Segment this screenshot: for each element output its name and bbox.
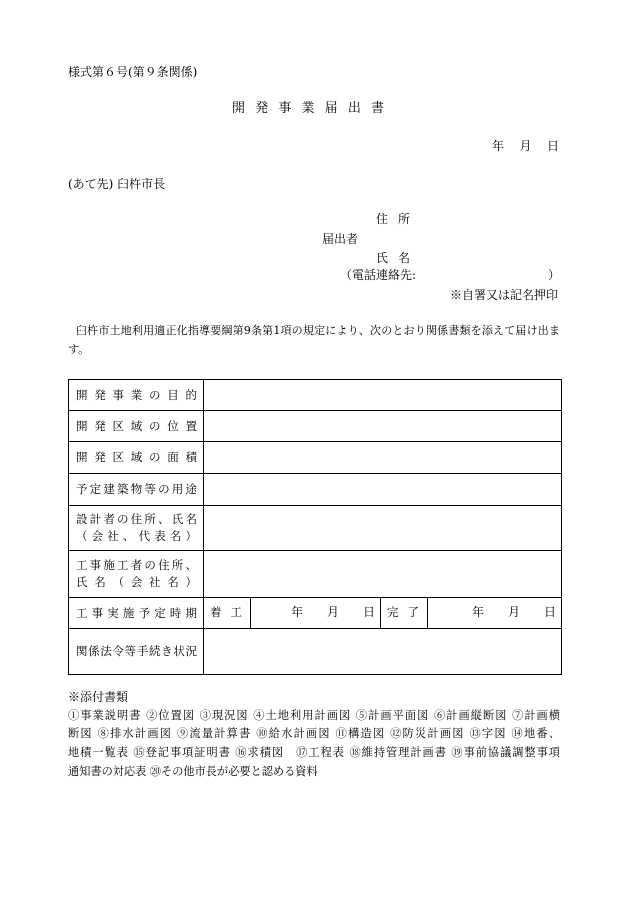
label-cell-purpose (69, 380, 204, 411)
attachments-line-4: 通知書の対応表 ⑳その他市長が必要と認める資料 (68, 765, 318, 778)
table-row-purpose (69, 380, 562, 411)
label-schedule: 工事実施予定時期 (76, 605, 197, 620)
start-date: 年 月 日 (251, 598, 381, 629)
start-label-cell (204, 598, 251, 629)
value-cell-contractor (204, 551, 562, 598)
end-label: 完了 (387, 605, 419, 620)
label-cell-designer (69, 506, 204, 551)
table-row-location (69, 411, 562, 442)
label-legal-status: 関係法令等手続き状況 (76, 644, 197, 658)
label-cell-location (69, 411, 204, 442)
attachments-line-1: ①事業説明書 ②位置図 ③現況図 ④土地利用計画図 ⑤計画平面図 ⑥計画縦断図 ⑦計画横 (68, 709, 560, 722)
form-number: 様式第６号(第９条関係) (68, 65, 198, 79)
table-row-legal-status (69, 629, 562, 675)
label-building-use: 予定建築物等の用途 (76, 482, 197, 496)
attachments-line-2: 断図 ⑧排水計画図 ⑨流量計算書 ⑩給水計画図 ⑪構造図 ⑫防災計画図 ⑬字図 ⑭地番、 (68, 727, 560, 740)
value-cell-legal-status (204, 629, 562, 675)
value-cell-location (204, 411, 562, 442)
value-cell-building-use (204, 474, 562, 506)
label-area: 開発区域の面積 (76, 450, 197, 464)
intro-text-line-1: 臼杵市土地利用適正化指導要綱第9条第1項の規定により、次のとおり関係書類を添えて届け出ま (76, 324, 560, 337)
applicant-role-label: 届出者 (322, 232, 359, 246)
attachments-line-3: 地積一覧表 ⑮登記事項証明書 ⑯求積図 ⑰工程表 ⑱維持管理計画書 ⑲事前協議調整事項 (68, 746, 560, 759)
label-designer-line-2: （会社、代表名） (76, 529, 197, 543)
phone-close: ） (547, 268, 560, 282)
table-row-contractor (69, 551, 562, 598)
submission-date: 年 月 日 (492, 139, 559, 153)
application-table (68, 379, 562, 675)
phone-label: （電話連絡先: (340, 268, 417, 282)
applicant-phone (340, 269, 560, 283)
label-cell-schedule (69, 598, 204, 629)
label-designer-line-1: 設計者の住所、氏名 (76, 512, 197, 526)
label-cell-legal-status (69, 629, 204, 675)
end-date: 年 月 日 (428, 598, 562, 629)
start-label: 着工 (210, 605, 242, 620)
label-location: 開発区域の位置 (76, 418, 197, 433)
applicant-address-label: 住所 (376, 212, 410, 226)
table-row-designer (69, 506, 562, 551)
label-contractor-line-1: 工事施工者の住所、 (76, 558, 197, 572)
value-cell-designer (204, 506, 562, 551)
value-cell-area (204, 442, 562, 474)
label-cell-contractor (69, 551, 204, 598)
table-row-schedule (69, 598, 562, 629)
table-row-area (69, 442, 562, 474)
signature-note: ※自署又は記名押印 (449, 288, 558, 302)
attachments-heading: ※添付書類 (68, 690, 129, 704)
end-label-cell (381, 598, 428, 629)
label-cell-building-use (69, 474, 204, 506)
applicant-name-label: 氏名 (376, 251, 410, 265)
label-purpose: 開発事業の目的 (76, 387, 197, 402)
label-cell-area (69, 442, 204, 474)
intro-text-line-2: す。 (68, 343, 90, 356)
label-contractor-line-2: 氏名（会社名） (76, 575, 197, 589)
table-row-building-use (69, 474, 562, 506)
value-cell-purpose (204, 380, 562, 411)
addressee: (あて先) 臼杵市長 (68, 177, 166, 191)
form-title: 開発事業届出書 (232, 101, 384, 116)
